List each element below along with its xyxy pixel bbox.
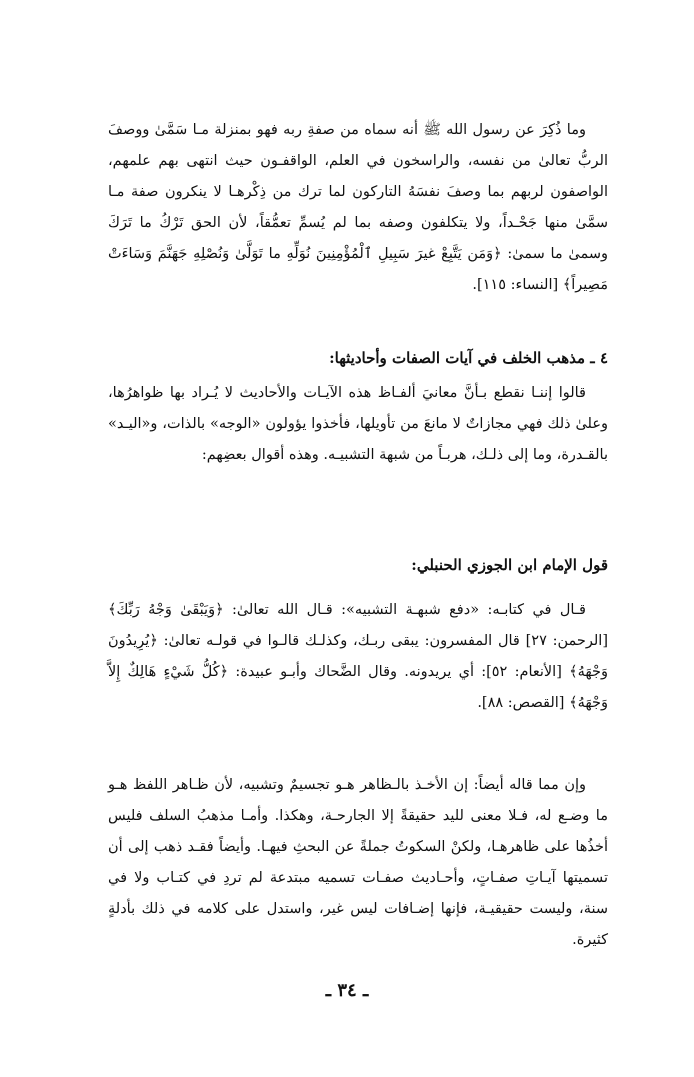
paragraph-ibn-jawzi-quote [108,595,608,719]
section-heading-khalaf: ٤ ـ مذهب الخلف في آيات الصفات وأحاديثها: [329,349,608,367]
paragraph-khalaf-view [108,378,608,471]
paragraph-2-text: قالوا إننـا نقطع بـأنَّ معانيَ ألفـاظ هذه الآيـات والأحاديث لا يُـراد بها ظواهرُها، وعلىٰ ذلك فهي مجازاتٌ لا مانعَ من تأويلها، فأخذوا يؤولون «الوجه» بالذات، و«اليـد» بالقـدرة، وما إلى ذلـك، هربـاً من شبهة التشبيـه. وهذه أقوال بعضِهم: [108,385,608,463]
page-number: ـ ٣٤ ـ [325,980,369,1001]
paragraph-1-text: وما ذُكِرَ عن رسول الله ﷺ أنه سماه من صفةِ ربه فهو بمنزلة مـا سَمَّىٰ ووصفَ الربُّ تعالىٰ من نفسه، والراسخون في العلم، الواقفـون حيث انتهى بهم علمهم، الواصفون لربهم بما وصفَ نفسَهُ التاركون لما ترك من ذِكْرهـا لا ينكرون صفة مـا سمَّىٰ منها جَحْـداً، ولا يتكلفون وصفه بما لم يُسمِّ تعمُّقاً، لأن الحق تَرْكُ ما تَرَكَ وسمىٰ ما سمىٰ: ﴿وَمَن يَتَّبِعْ غيرَ سَبِيلِ ٱلْمُؤْمِنِينَ نُوَلِّهِ ما تَوَلَّىٰ وَنُصْلِهِ جَهَنَّمَ وَسَاءَتْ مَصِيراً﴾ [النساء: ١١٥]. [108,122,608,293]
paragraph-tajsim [108,770,608,956]
paragraph-4-text: وإن مما قاله أيضاً: إن الأخـذ بالـظاهر هـو تجسيمٌ وتشبيه، لأن ظـاهر اللفظ هـو ما وضـع له، فـلا معنى لليد حقيقةً إلا الجارحـة، وهكذا. وأمـا مذهبُ السلف فليس أخذُها على ظاهرهـا، ولكنْ السكوتُ جملةً عن البحثِ فيهـا. وأيضاً فقـد ذهب إلى أن تسميتها آيـاتِ صفـاتٍ، وأحـاديث صفـات تسميه مبتدعة لم تردِ في كتـاب ولا في سنة، وليست حقيقيـة، فإنها إضـافات ليس غير، واستدل على كلامه في ذلك بأدلةٍ كثيرة. [108,777,608,948]
paragraph-3-text: قـال في كتابـه: «دفع شبهـة التشبيه»: قـال الله تعالىٰ: ﴿وَيَبْقَىٰ وَجْهُ رَبِّكَ﴾ [الرحمن: ٢٧] قال المفسرون: يبقى ربـك، وكذلـك قالـوا في قولـه تعالىٰ: ﴿يُرِيدُونَ وَجْهَهُ﴾ [الأنعام: ٥٢]: أي يريدونه. وقال الضَّحاك وأبـو عبيدة: ﴿كُلُّ شَيْءٍ هَالِكٌ إِلاَّ وَجْهَهُ﴾ [القصص: ٨٨]. [108,602,609,711]
paragraph-sifat-naming [108,115,608,301]
subheading-ibn-jawzi: قول الإمام ابن الجوزي الحنبلي: [411,556,608,574]
